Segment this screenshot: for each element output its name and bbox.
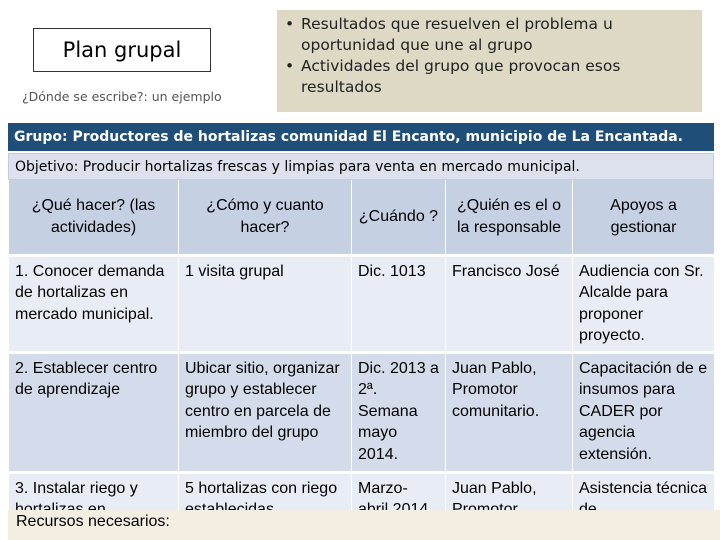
page-title: Plan grupal	[62, 38, 182, 62]
table-cell: 2. Establecer centro de aprendizaje	[9, 352, 179, 472]
plan-table	[8, 180, 715, 534]
table-cell: Ubicar sitio, organizar grupo y establecer centro en parcela de miembro del grupo	[179, 352, 352, 472]
bullet-icon: •	[285, 57, 295, 75]
table-cell: Asistencia técnica	[573, 472, 715, 532]
table-cell: 1. Conocer demanda de hortalizas en mercado municipal.	[9, 255, 179, 352]
table-cell: 1 visita grupal	[179, 255, 352, 352]
header-what: ¿Qué hacer? (las actividades)	[9, 180, 179, 255]
objective-text: Objetivo: Producir hortalizas frescas y limpias para venta en mercado municipal.	[15, 158, 580, 175]
table-cell: 3. Instalar riego y	[9, 472, 179, 532]
header-how: ¿Cómo y cuanto hacer?	[179, 180, 352, 255]
bullet-text: Resultados que resuelven el problema u oportunidad que une al grupo	[301, 15, 613, 54]
bullet-box	[277, 10, 702, 112]
resources-bar	[8, 510, 720, 540]
table-cell: Capacitación de e insumos para CADER por agencia extensión.	[573, 352, 715, 472]
table-cell: Juan Pablo, Promotor comunitario.	[446, 352, 573, 472]
table-row	[9, 352, 715, 472]
table-header-row	[9, 180, 715, 255]
bullet-text: Actividades del grupo que provocan esos resultados	[301, 57, 621, 96]
table-cell: Dic. 1013	[352, 255, 446, 352]
group-bar	[8, 123, 714, 151]
table-cell: Francisco José	[446, 255, 573, 352]
bullet-item	[285, 14, 694, 56]
header-who: ¿Quién es el o la responsable	[446, 180, 573, 255]
table-cell: Juan Pablo,	[446, 472, 573, 532]
table-cell: Marzo-	[352, 472, 446, 532]
header-when: ¿Cuándo ?	[352, 180, 446, 255]
bullet-item	[285, 56, 694, 98]
objective-bar	[8, 153, 714, 180]
table-cell: Audiencia con Sr. Alcalde para proponer proyecto.	[573, 255, 715, 352]
table-row	[9, 255, 715, 352]
bullet-icon: •	[285, 15, 295, 33]
group-text: Grupo: Productores de hortalizas comunidad El Encanto, municipio de La Encantada.	[14, 129, 683, 145]
subtitle: ¿Dónde se escribe?: un ejemplo	[22, 89, 222, 104]
table-cell: 5 hortalizas con riego	[179, 472, 352, 532]
header-support: Apoyos a gestionar	[573, 180, 715, 255]
table-cell: Dic. 2013 a 2ª. Semana mayo 2014.	[352, 352, 446, 472]
resources-label: Recursos necesarios:	[16, 513, 170, 530]
title-box	[33, 28, 211, 72]
